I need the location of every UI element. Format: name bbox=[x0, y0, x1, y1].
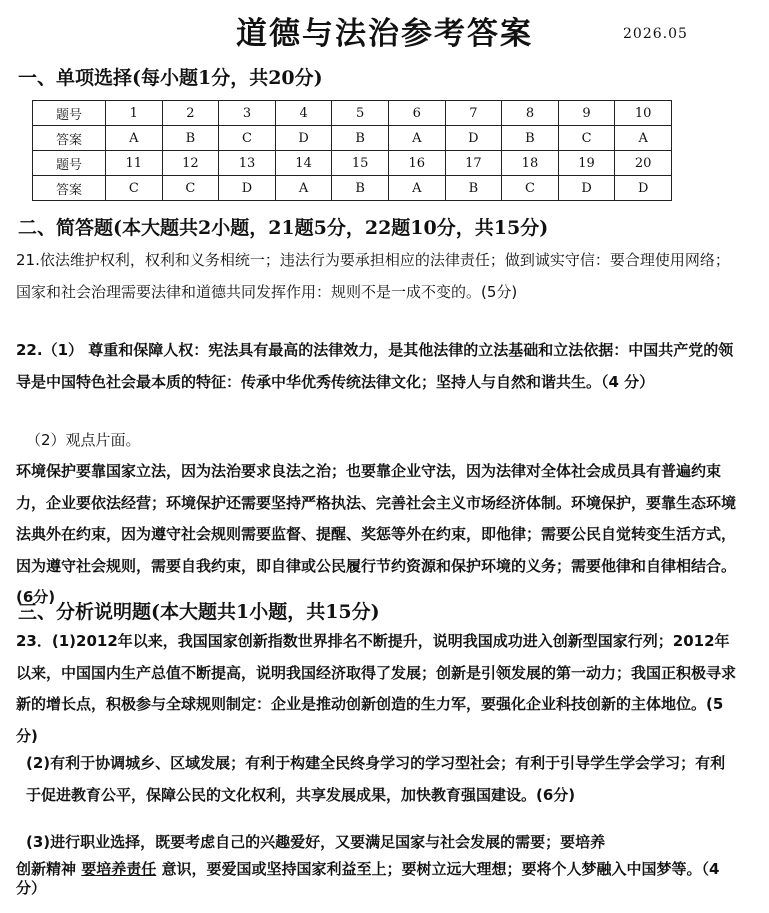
answer-table-cell: D bbox=[445, 126, 502, 151]
answer-q22-part1: 22.（1） 尊重和保障人权：宪法具有最高的法律效力，是其他法律的立法基础和立法依据：中国共产党的领导是中国特色社会最本质的特征：传承中华优秀传统法律文化；坚持人与自然和谐共生。（4 分） bbox=[16, 341, 734, 391]
answer-table-cell: 1 bbox=[106, 101, 163, 126]
answer-table-cell: C bbox=[219, 126, 276, 151]
answer-table-row-header: 题号 bbox=[33, 151, 106, 176]
exam-date: 2026.05 bbox=[623, 26, 688, 42]
answer-table-cell: 11 bbox=[106, 151, 163, 176]
answer-table-row bbox=[33, 126, 672, 151]
answer-table-cell: A bbox=[275, 176, 332, 201]
answer-table-cell: 4 bbox=[275, 101, 332, 126]
answer-table-cell: 19 bbox=[558, 151, 615, 176]
answer-table-row bbox=[33, 101, 672, 126]
answer-table-cell: 9 bbox=[558, 101, 615, 126]
answer-q23-part1: 23．(1)2012年以来，我国国家创新指数世界排名不断提升，说明我国成功进入创新型国家行列；2012年以来，中国国内生产总值不断提高，说明我国经济取得了发展；创新是引领发展的第一动力；我国正积极寻求新的增长点，积极参与全球规则制定：企业是推动创新创造的生力军，要强化企业科技创新的主体地位。(5分) bbox=[16, 632, 737, 745]
answer-table-cell: 13 bbox=[219, 151, 276, 176]
answer-q21: 21.依法维护权利，权利和义务相统一；违法行为要承担相应的法律责任；做到诚实守信：要合理使用网络；国家和社会治理需要法律和道德共同发挥作用：规则不是一成不变的。(5分) bbox=[16, 251, 730, 301]
answer-table-row bbox=[33, 151, 672, 176]
answer-table-cell: D bbox=[558, 176, 615, 201]
answer-q22-part2: 环境保护要靠国家立法，因为法治要求良法之治；也要靠企业守法，因为法律对全体社会成员具有普遍约束力，企业要依法经营；环境保护还需要坚持严格执法、完善社会主义市场经济体制。环境保护，要靠生态环境法典外在约束，因为遵守社会规则需要监督、提醒、奖惩等外在约束，即他律；需要公民自觉转变生活方式，因为遵守社会规则，需要自我约束，即自律或公民履行节约资源和保护环境的义务；需要他律和自律相结合。(6分) bbox=[16, 462, 737, 606]
answer-table-cell: D bbox=[219, 176, 276, 201]
answer-q23-part3-line2 bbox=[16, 860, 740, 898]
answer-table-cell: 17 bbox=[445, 151, 502, 176]
answer-table-cell: A bbox=[106, 126, 163, 151]
answer-table-cell: 14 bbox=[275, 151, 332, 176]
answer-table-cell: 3 bbox=[219, 101, 276, 126]
answer-table-cell: A bbox=[388, 126, 445, 151]
q23-part3-suffix: 意识，要爱国或坚持国家利益至上；要树立远大理想；要将个人梦融入中国梦等。（4 分） bbox=[16, 860, 720, 897]
answer-table-cell: 18 bbox=[502, 151, 559, 176]
answer-table-cell: 2 bbox=[162, 101, 219, 126]
answer-table-cell: B bbox=[502, 126, 559, 151]
answer-table-cell: 16 bbox=[388, 151, 445, 176]
answer-table-cell: A bbox=[615, 126, 672, 151]
answer-table-cell: C bbox=[558, 126, 615, 151]
answer-table-cell: 6 bbox=[388, 101, 445, 126]
answer-table bbox=[32, 100, 672, 201]
answer-table-cell: B bbox=[162, 126, 219, 151]
answer-table-cell: 5 bbox=[332, 101, 389, 126]
answer-q22-part2-label: （2）观点片面。 bbox=[26, 431, 141, 449]
answer-table-cell: B bbox=[445, 176, 502, 201]
page-title: 道德与法治参考答案 bbox=[236, 16, 533, 52]
answer-table-cell: B bbox=[332, 176, 389, 201]
answer-table-cell: 12 bbox=[162, 151, 219, 176]
answer-table-row-header: 答案 bbox=[33, 176, 106, 201]
answer-table-cell: 7 bbox=[445, 101, 502, 126]
answer-table-cell: C bbox=[502, 176, 559, 201]
answer-table-cell: 10 bbox=[615, 101, 672, 126]
answer-table-cell: B bbox=[332, 126, 389, 151]
answer-table-cell: C bbox=[162, 176, 219, 201]
section1-heading: 一、单项选择(每小题1分，共20分) bbox=[18, 67, 323, 89]
answer-table-cell: C bbox=[106, 176, 163, 201]
q23-part3-underlined: 要培养责任 bbox=[81, 860, 157, 878]
answer-table-cell: 20 bbox=[615, 151, 672, 176]
section2-heading: 二、简答题(本大题共2小题，21题5分，22题10分，共15分) bbox=[18, 217, 549, 239]
answer-table-row-header: 答案 bbox=[33, 126, 106, 151]
answer-q23-part3-line1: (3)进行职业选择，既要考虑自己的兴趣爱好，又要满足国家与社会发展的需要；要培养 bbox=[26, 833, 606, 851]
answer-table-row-header: 题号 bbox=[33, 101, 106, 126]
section3-heading: 三、分析说明题(本大题共1小题，共15分) bbox=[18, 601, 380, 623]
answer-table-cell: 15 bbox=[332, 151, 389, 176]
answer-table-cell: D bbox=[615, 176, 672, 201]
answer-q23-part2: (2)有利于协调城乡、区域发展；有利于构建全民终身学习的学习型社会；有利于引导学生学会学习；有利于促进教育公平，保障公民的文化权利，共享发展成果，加快教育强国建设。(6分) bbox=[26, 754, 726, 804]
answer-table-cell: D bbox=[275, 126, 332, 151]
answer-table-row bbox=[33, 176, 672, 201]
answer-table-cell: A bbox=[388, 176, 445, 201]
answer-table-cell: 8 bbox=[502, 101, 559, 126]
q23-part3-prefix: 创新精神 bbox=[16, 860, 77, 878]
